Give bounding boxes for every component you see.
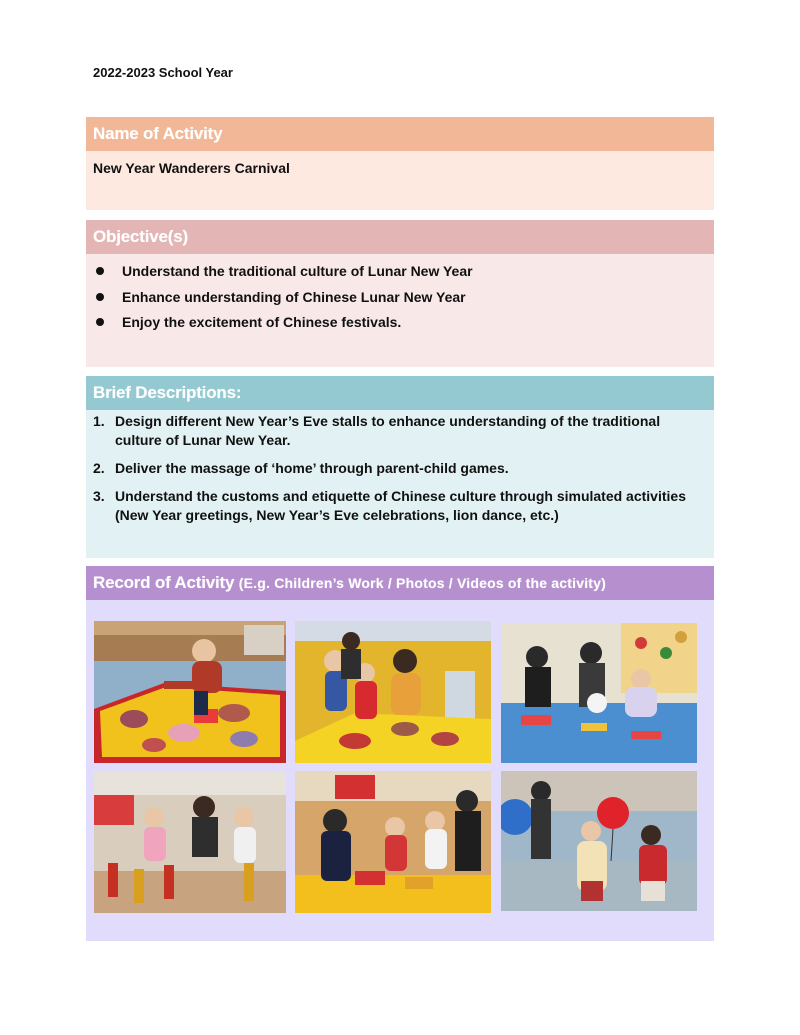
bullet-icon bbox=[96, 267, 104, 275]
descriptions-section bbox=[86, 376, 714, 558]
activity-photo bbox=[295, 771, 491, 913]
activity-photo bbox=[94, 621, 286, 763]
list-item: Understand the traditional culture of Lunar New Year bbox=[86, 262, 714, 288]
school-year: 2022-2023 School Year bbox=[93, 65, 233, 80]
list-item: 2. Deliver the massage of ‘home’ through parent-child games. bbox=[93, 460, 509, 476]
objectives-list bbox=[86, 262, 714, 339]
activity-name: New Year Wanderers Carnival bbox=[86, 151, 714, 210]
descriptions-list bbox=[86, 412, 714, 525]
record-subtitle: (E.g. Children’s Work / Photos / Videos of the activity) bbox=[238, 575, 606, 591]
activity-photo bbox=[295, 621, 491, 763]
activity-photo bbox=[501, 771, 697, 911]
descriptions-header: Brief Descriptions: bbox=[86, 376, 714, 410]
list-item: Enjoy the excitement of Chinese festivals. bbox=[86, 313, 714, 339]
record-title: Record of Activity bbox=[93, 573, 235, 592]
list-item: 3. Understand the customs and etiquette of Chinese culture through simulated activities (New Year greetings, New Year’s Eve celebrations, lion dance, etc.) bbox=[93, 488, 686, 523]
activity-photo bbox=[501, 623, 697, 763]
descriptions-body bbox=[86, 410, 714, 558]
objectives-header: Objective(s) bbox=[86, 220, 714, 254]
activity-photo bbox=[94, 771, 286, 913]
activity-header: Name of Activity bbox=[86, 117, 714, 151]
record-section bbox=[86, 566, 714, 941]
objectives-body bbox=[86, 254, 714, 367]
record-header bbox=[86, 566, 714, 600]
objectives-section bbox=[86, 220, 714, 367]
bullet-icon bbox=[96, 293, 104, 301]
list-item: Enhance understanding of Chinese Lunar New Year bbox=[86, 288, 714, 314]
photo-gallery bbox=[86, 600, 714, 941]
activity-section bbox=[86, 117, 714, 210]
list-item: 1. Design different New Year’s Eve stalls to enhance understanding of the traditional culture of Lunar New Year. bbox=[93, 413, 661, 448]
bullet-icon bbox=[96, 318, 104, 326]
